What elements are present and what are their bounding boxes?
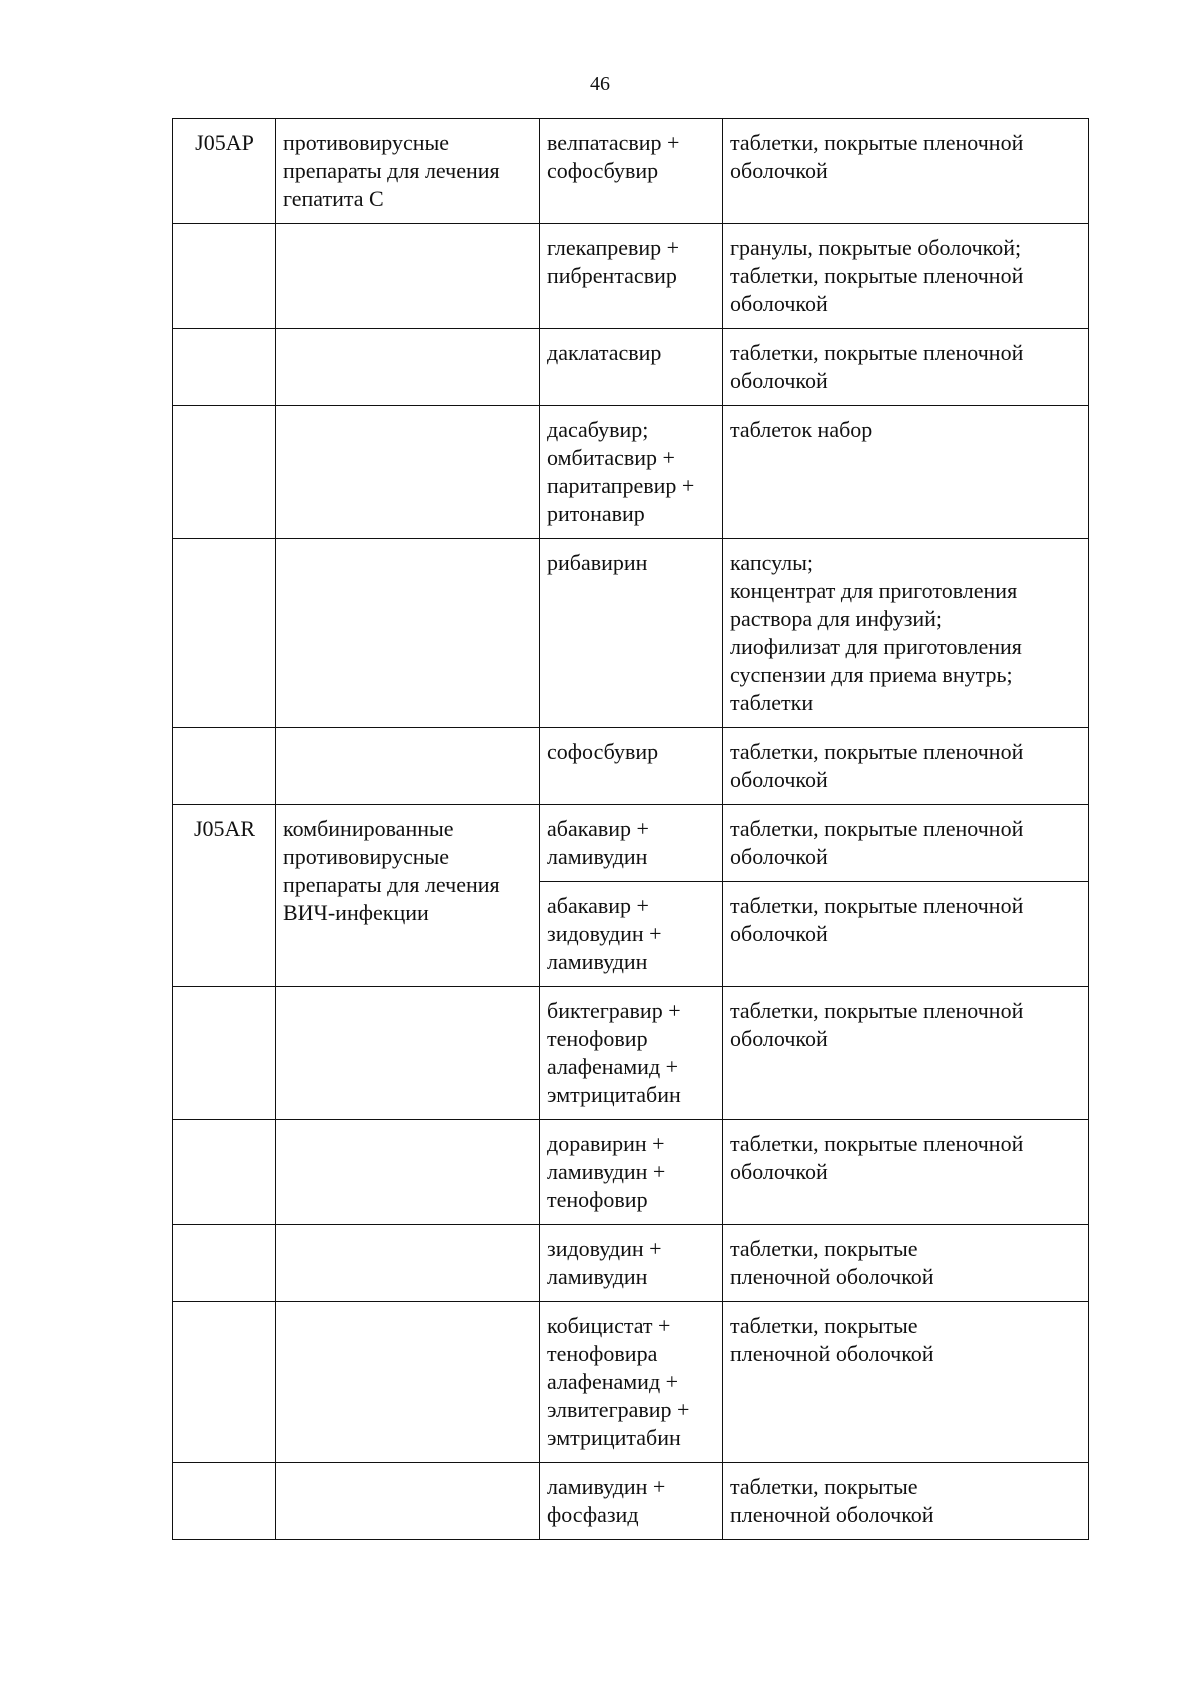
table-row bbox=[173, 987, 1089, 1120]
group-cell bbox=[276, 406, 540, 539]
form-cell: таблетки, покрытые пленочной оболочкой bbox=[723, 728, 1089, 805]
atc-code-cell bbox=[173, 1120, 276, 1225]
drug-cell: зидовудин + ламивудин bbox=[540, 1225, 723, 1302]
table-row bbox=[173, 224, 1089, 329]
atc-code-cell: J05AP bbox=[173, 119, 276, 224]
form-cell: капсулы; концентрат для приготовления раствора для инфузий; лиофилизат для приготовления суспензии для приема внутрь; таблетки bbox=[723, 539, 1089, 728]
atc-code-cell bbox=[173, 539, 276, 728]
drug-cell: абакавир + ламивудин bbox=[540, 805, 723, 882]
table-row bbox=[173, 805, 1089, 882]
atc-code-cell bbox=[173, 987, 276, 1120]
form-cell: таблетки, покрытые пленочной оболочкой bbox=[723, 1463, 1089, 1540]
drug-cell: рибавирин bbox=[540, 539, 723, 728]
atc-code-cell bbox=[173, 1225, 276, 1302]
group-cell bbox=[276, 987, 540, 1120]
drug-cell: кобицистат + тенофовира алафенамид + элвитегравир + эмтрицитабин bbox=[540, 1302, 723, 1463]
group-cell bbox=[276, 1302, 540, 1463]
form-cell: таблетки, покрытые пленочной оболочкой bbox=[723, 1120, 1089, 1225]
table-row bbox=[173, 1225, 1089, 1302]
drug-cell: дасабувир; омбитасвир + паритапревир + ритонавир bbox=[540, 406, 723, 539]
drug-cell: велпатасвир + софосбувир bbox=[540, 119, 723, 224]
form-cell: таблетки, покрытые пленочной оболочкой bbox=[723, 329, 1089, 406]
form-cell: гранулы, покрытые оболочкой; таблетки, покрытые пленочной оболочкой bbox=[723, 224, 1089, 329]
atc-code-cell bbox=[173, 728, 276, 805]
form-cell: таблеток набор bbox=[723, 406, 1089, 539]
table-row bbox=[173, 1120, 1089, 1225]
form-cell: таблетки, покрытые пленочной оболочкой bbox=[723, 1302, 1089, 1463]
atc-code-cell bbox=[173, 406, 276, 539]
group-cell bbox=[276, 1225, 540, 1302]
drug-cell: софосбувир bbox=[540, 728, 723, 805]
table-row bbox=[173, 728, 1089, 805]
form-cell: таблетки, покрытые пленочной оболочкой bbox=[723, 987, 1089, 1120]
drug-cell: ламивудин + фосфазид bbox=[540, 1463, 723, 1540]
drug-cell: биктегравир + тенофовир алафенамид + эмтрицитабин bbox=[540, 987, 723, 1120]
atc-code-cell bbox=[173, 224, 276, 329]
drug-cell: даклатасвир bbox=[540, 329, 723, 406]
table-row bbox=[173, 119, 1089, 224]
table-row bbox=[173, 406, 1089, 539]
form-cell: таблетки, покрытые пленочной оболочкой bbox=[723, 805, 1089, 882]
table-row bbox=[173, 1463, 1089, 1540]
atc-code-cell: J05AR bbox=[173, 805, 276, 987]
group-cell bbox=[276, 728, 540, 805]
group-cell bbox=[276, 224, 540, 329]
group-cell bbox=[276, 1463, 540, 1540]
group-cell: комбинированные противовирусные препараты для лечения ВИЧ-инфекции bbox=[276, 805, 540, 987]
form-cell: таблетки, покрытые пленочной оболочкой bbox=[723, 1225, 1089, 1302]
group-cell bbox=[276, 539, 540, 728]
atc-code-cell bbox=[173, 329, 276, 406]
drug-cell: глекапревир + пибрентасвир bbox=[540, 224, 723, 329]
atc-code-cell bbox=[173, 1302, 276, 1463]
group-cell bbox=[276, 329, 540, 406]
group-cell bbox=[276, 1120, 540, 1225]
table-row bbox=[173, 1302, 1089, 1463]
group-cell: противовирусные препараты для лечения гепатита С bbox=[276, 119, 540, 224]
drug-cell: доравирин + ламивудин + тенофовир bbox=[540, 1120, 723, 1225]
table-row bbox=[173, 329, 1089, 406]
form-cell: таблетки, покрытые пленочной оболочкой bbox=[723, 882, 1089, 987]
form-cell: таблетки, покрытые пленочной оболочкой bbox=[723, 119, 1089, 224]
page-number: 46 bbox=[590, 73, 610, 95]
drug-table bbox=[172, 118, 1089, 1540]
atc-code-cell bbox=[173, 1463, 276, 1540]
drug-cell: абакавир + зидовудин + ламивудин bbox=[540, 882, 723, 987]
table-row bbox=[173, 539, 1089, 728]
